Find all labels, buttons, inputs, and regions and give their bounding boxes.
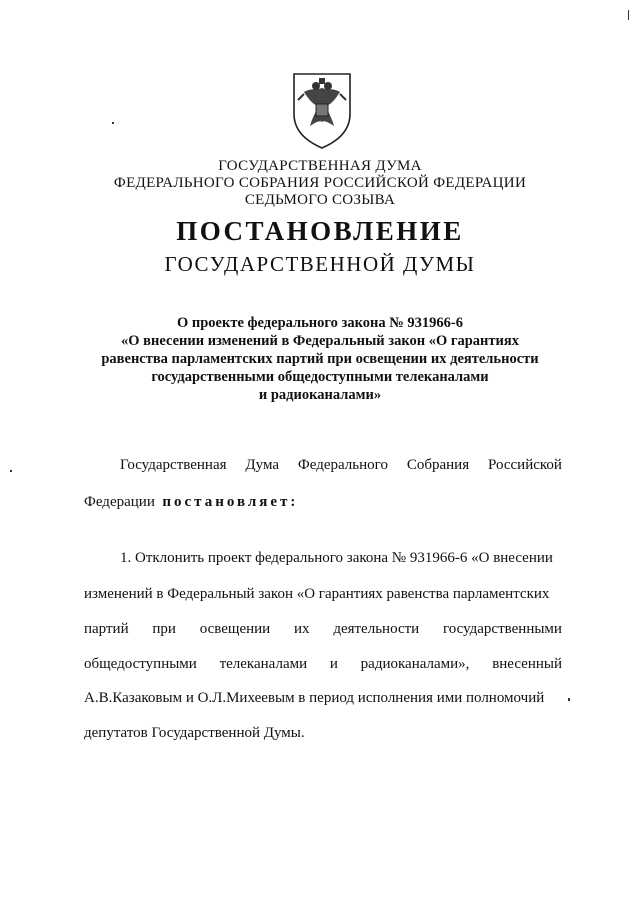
preamble-line-2 (84, 494, 562, 511)
word: деятельности (333, 621, 420, 637)
subject-line: равенства парламентских партий при освещении их деятельности (101, 351, 539, 367)
item-1-line-1: 1. Отклонить проект федерального закона № 931966-6 «О внесении (120, 550, 553, 566)
word: общедоступными (84, 656, 197, 672)
subject-line: О проекте федерального закона № 931966-6 (176, 315, 464, 331)
document-subtitle: ГОСУДАРСТВЕННОЙ ДУМЫ (164, 252, 476, 276)
scan-speck (568, 698, 570, 701)
word: и (329, 656, 338, 672)
word: Дума (245, 457, 280, 473)
resolves-word: постановляет: (162, 494, 299, 510)
item-1-line-2: изменений в Федеральный закон «О гарантиях равенства парламентских (84, 586, 550, 602)
scan-speck (628, 10, 629, 20)
item-1-line-3 (84, 621, 562, 638)
word: при (152, 621, 176, 637)
word: радиоканалами», (360, 656, 470, 672)
subject-line: и радиоканалами» (258, 387, 382, 403)
word: Российской (488, 457, 562, 473)
subject-line: государственными общедоступными телеканалами (151, 369, 489, 385)
preamble-word: Федерации (84, 494, 155, 510)
item-1-line-4 (84, 656, 562, 673)
org-line-1: ГОСУДАРСТВЕННАЯ ДУМА (218, 158, 422, 174)
word: партий (84, 621, 129, 637)
word: Государственная (120, 457, 227, 473)
subject-line: «О внесении изменений в Федеральный закон «О гарантиях (121, 333, 519, 349)
org-line-3: СЕДЬМОГО СОЗЫВА (244, 192, 396, 208)
word: государственными (442, 621, 562, 637)
word: освещении (199, 621, 271, 637)
item-1-line-5: А.В.Казаковым и О.Л.Михеевым в период исполнения ими полномочий (84, 690, 545, 706)
word: их (294, 621, 310, 637)
word: Федерального (297, 457, 388, 473)
word: Собрания (406, 457, 470, 473)
subject-block (60, 314, 580, 404)
scan-speck (112, 122, 114, 124)
scan-speck (10, 470, 12, 472)
coat-of-arms-emblem (288, 70, 356, 150)
org-line-2: ФЕДЕРАЛЬНОГО СОБРАНИЯ РОССИЙСКОЙ ФЕДЕРАЦИИ (113, 175, 527, 191)
item-1-line-6: депутатов Государственной Думы. (84, 725, 305, 741)
word: телеканалами (219, 656, 308, 672)
preamble-line-1 (120, 457, 562, 474)
word: внесенный (492, 656, 562, 672)
document-type-title: ПОСТАНОВЛЕНИЕ (176, 216, 464, 246)
